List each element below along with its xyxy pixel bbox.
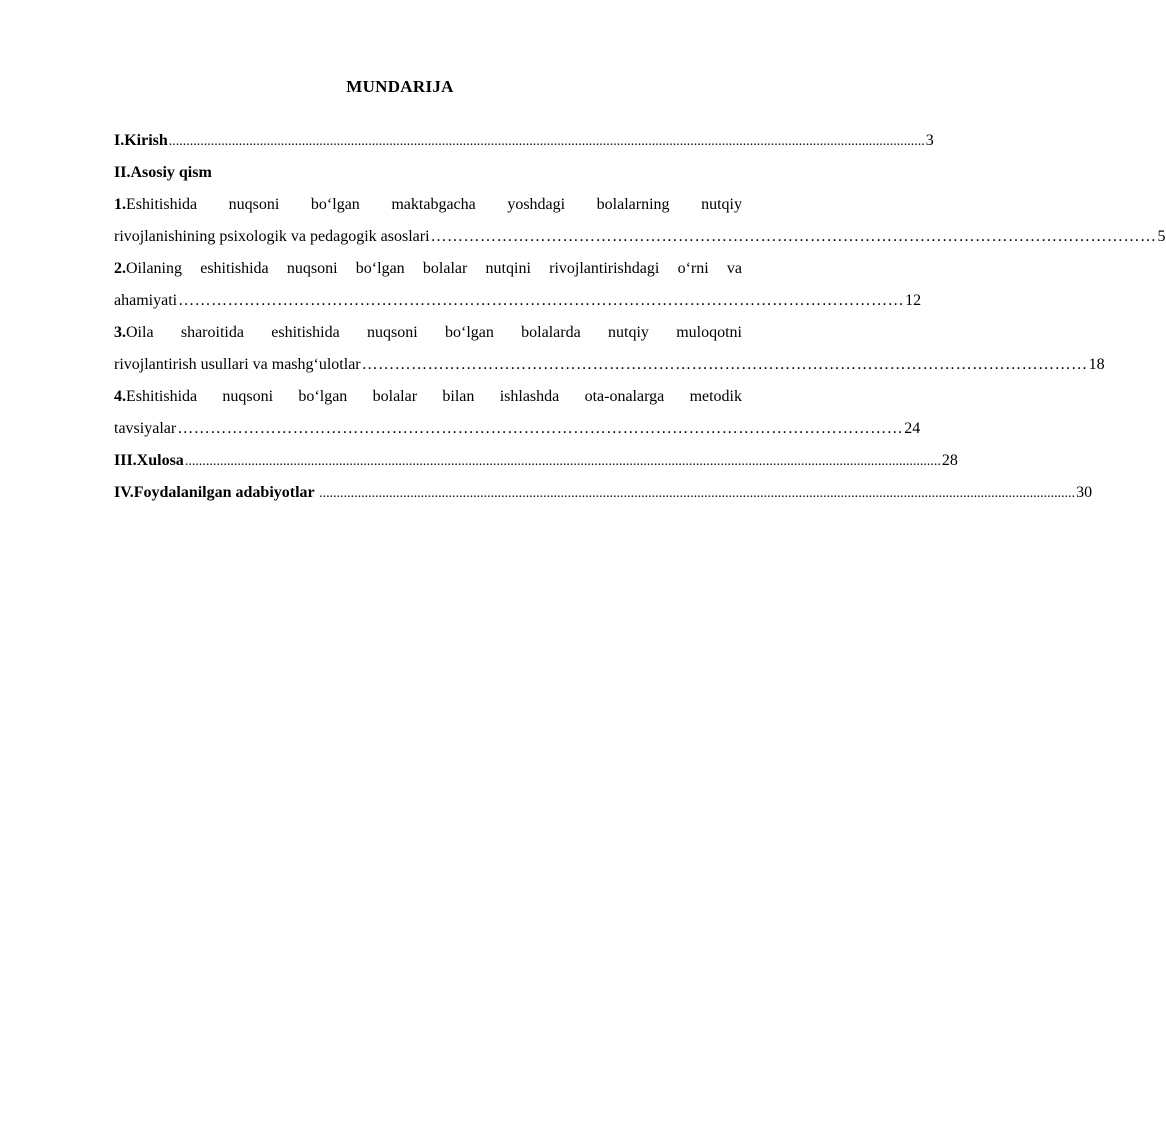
- toc-page-number: 24: [904, 420, 921, 437]
- toc-entry-4-line2: [114, 418, 921, 450]
- table-of-contents: [114, 130, 1166, 514]
- toc-entry-label: III.Xulosa: [114, 452, 184, 469]
- toc-page-number: 3: [925, 132, 934, 149]
- toc-entry-2-line2: [114, 290, 922, 322]
- toc-entry-intro: [114, 130, 934, 162]
- toc-page-number: 28: [941, 452, 958, 469]
- toc-entry-text: rivojlantirish usullari va mashgʻulotlar: [114, 356, 361, 373]
- toc-entry-number: 2.: [114, 260, 126, 277]
- toc-entry-label: IV.Foydalanilgan adabiyotlar: [114, 484, 315, 501]
- toc-entry-text: rivojlanishining psixologik va pedagogik asoslari: [114, 228, 430, 245]
- toc-entry-number: 4.: [114, 388, 126, 405]
- toc-entry-1-line1: [114, 194, 742, 226]
- page-title: MUNDARIJA: [346, 77, 454, 96]
- dot-leader: ........................................................................................................................................................................................................................: [168, 134, 925, 149]
- toc-entry-number: 1.: [114, 196, 126, 213]
- toc-entry-number: 3.: [114, 324, 126, 341]
- toc-entry-3-line2: [114, 354, 1105, 386]
- toc-entry-1-line2: [114, 226, 1166, 258]
- toc-entry-text: Eshitishida nuqsoni boʻlgan bolalar bilan ishlashda ota-onalarga metodik: [126, 388, 742, 405]
- toc-entry-2-line1: [114, 258, 742, 290]
- toc-page-number: 30: [1076, 484, 1093, 501]
- toc-entry-text: Eshitishida nuqsoni boʻlgan maktabgacha yoshdagi bolalarning nutqiy: [126, 196, 742, 213]
- toc-entry-3-line1: [114, 322, 742, 354]
- toc-page-number: 18: [1088, 356, 1105, 373]
- toc-entry-conclusion: [114, 450, 958, 482]
- dot-leader: ……………………………………………………………………………………………………………………: [430, 228, 1157, 245]
- dot-leader: ……………………………………………………………………………………………………………………: [178, 292, 905, 309]
- toc-entry-references: [114, 482, 1093, 514]
- toc-entry-text: Oila sharoitida eshitishida nuqsoni boʻlgan bolalarda nutqiy muloqotni: [126, 324, 742, 341]
- toc-entry-text: tavsiyalar: [114, 420, 177, 437]
- dot-leader: ……………………………………………………………………………………………………………………: [361, 356, 1088, 373]
- toc-entry-text: ahamiyati: [114, 292, 178, 309]
- toc-entry-4-line1: [114, 386, 742, 418]
- toc-page-number: 5: [1157, 228, 1166, 245]
- toc-entry-label: I.Kirish: [114, 132, 168, 149]
- dot-leader: ........................................................................................................................................................................................................................: [184, 454, 941, 469]
- toc-page-number: 12: [905, 292, 922, 309]
- toc-entry-text: Oilaning eshitishida nuqsoni boʻlgan bolalar nutqini rivojlantirishdagi oʻrni va: [126, 260, 742, 277]
- toc-section-heading: II.Asosiy qism: [114, 164, 212, 181]
- dot-leader: ……………………………………………………………………………………………………………………: [177, 420, 904, 437]
- dot-leader: ........................................................................................................................................................................................................................: [315, 486, 1076, 501]
